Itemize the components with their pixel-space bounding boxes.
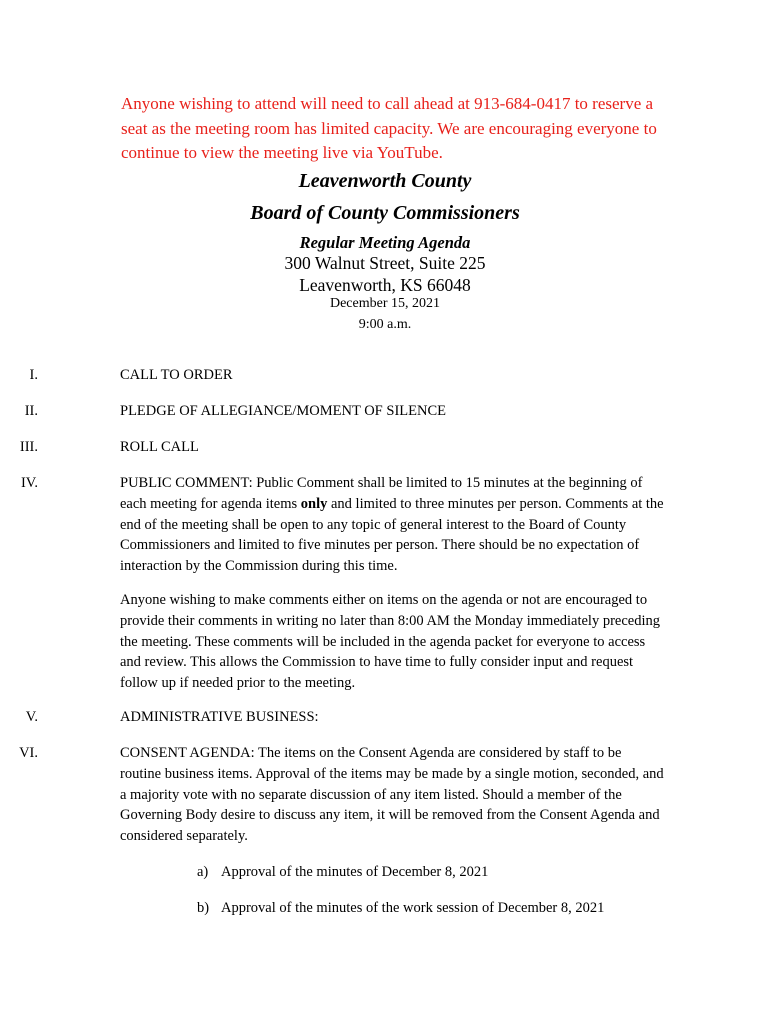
meeting-time: 9:00 a.m. [358, 317, 412, 332]
item-number: IV. [20, 475, 38, 491]
emphasis-only: only [300, 495, 328, 512]
item-text: PLEDGE OF ALLEGIANCE/MOMENT OF SILENCE [120, 403, 446, 419]
address-line-2: Leavenworth, KS 66048 [299, 275, 471, 295]
consent-item-text: Approval of the minutes of December 8, 2021 [221, 864, 489, 880]
item-text: ROLL CALL [120, 439, 199, 455]
meeting-date: December 15, 2021 [329, 296, 441, 311]
item-number: I. [29, 367, 38, 383]
attendance-notice: Anyone wishing to attend will need to call ahead at 913-684-0417 to reserve a seat as the meeting room has limited capacity. We are encouraging everyone to continue to view the meeting live via YouTube. [121, 94, 657, 162]
consent-item-b [197, 898, 647, 919]
item-number: III. [19, 439, 38, 455]
item-number: II. [24, 403, 38, 419]
consent-item-label: b) [197, 900, 210, 916]
address-line-1: 300 Walnut Street, Suite 225 [284, 253, 486, 273]
consent-item-a [197, 862, 647, 883]
item-number: V. [25, 709, 38, 725]
public-comment-written-paragraph: Anyone wishing to make comments either on items on the agenda or not are encouraged to provide their comments in writing no later than 8:00 AM the Monday immediately preceding the meeting. These comments will be included in the agenda packet for everyone to access and review. This allows the Commission to have time to fully consider input and request follow up if needed prior to the meeting. [120, 592, 661, 692]
item-number: VI. [19, 745, 38, 761]
item-text: PUBLIC COMMENT: Public Comment shall be limited to 15 minutes at the beginning of each meeting for agenda items only and limited to three minutes per person. Comments at the end of the meeting shall be open to any topic of general interest to the Board of County Commissioners and limited to five minutes per person. There should be no expectation of interaction by the Commission during this time. [120, 475, 664, 575]
item-text: CALL TO ORDER [120, 367, 233, 383]
meeting-type: Regular Meeting Agenda [299, 233, 471, 252]
consent-item-text: Approval of the minutes of the work session of December 8, 2021 [221, 900, 605, 916]
item-text: ADMINISTRATIVE BUSINESS: [120, 709, 319, 725]
consent-item-label: a) [197, 864, 209, 880]
item-text: CONSENT AGENDA: The items on the Consent Agenda are considered by staff to be routine business items. Approval of the items may be made by a single motion, seconded, and a majority vote with no separate discussion of any item listed. Should a member of the Governing Body desire to discuss any item, it will be removed from the Consent Agenda and considered separately. [120, 745, 664, 845]
board-title: Board of County Commissioners [250, 202, 520, 224]
county-title: Leavenworth County [298, 170, 472, 192]
